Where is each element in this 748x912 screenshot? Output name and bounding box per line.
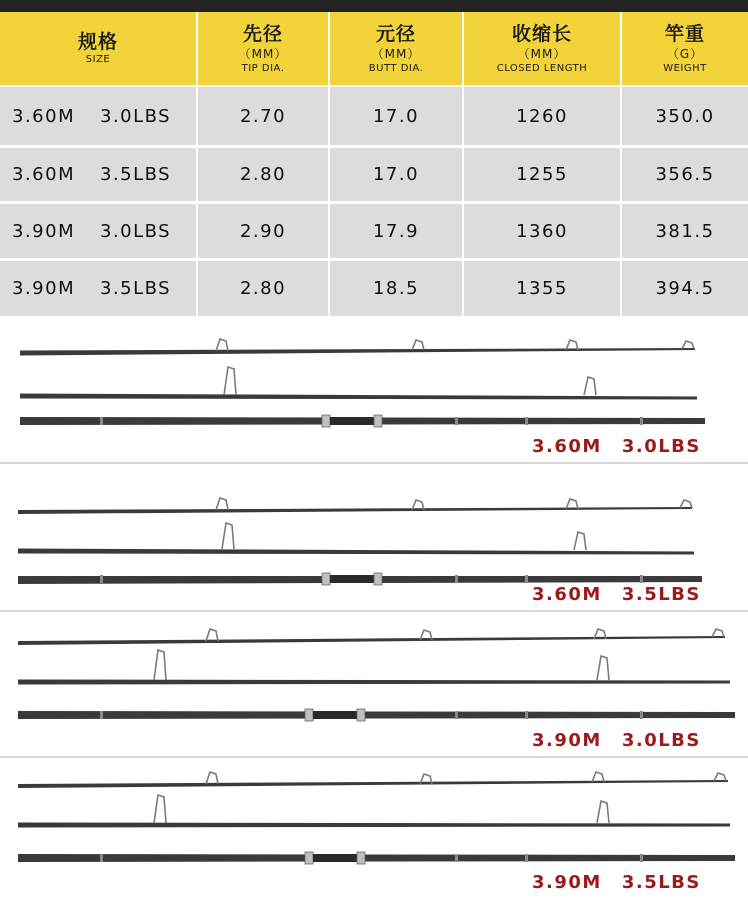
header-closed-en: CLOSED LENGTH [496, 62, 588, 74]
rod-guide-icon [216, 339, 228, 351]
ferrule-mark [640, 711, 643, 719]
closed-length-cell: 1360 [464, 204, 620, 258]
rod-guide-icon [206, 629, 218, 641]
header-tip-zh: 先径 [242, 22, 283, 45]
rod-section [18, 549, 694, 555]
table-row [0, 148, 748, 201]
ferrule-mark [100, 575, 103, 583]
rod-section [18, 507, 692, 514]
ferrule-mark [100, 854, 103, 862]
rod-guide-icon [206, 772, 218, 784]
rod-section [20, 348, 695, 356]
header-tip-en: TIP DIA. [241, 62, 285, 74]
header-weight-en: WEIGHT [663, 62, 707, 74]
header-butt-unit: （MM） [371, 46, 421, 61]
reel-seat [330, 417, 374, 425]
tip-dia-cell: 2.90 [198, 204, 328, 258]
rod-section [18, 854, 735, 862]
rod-guide-icon [412, 340, 424, 350]
header-weight-unit: （G） [666, 46, 704, 61]
weight-cell: 394.5 [622, 261, 748, 316]
size-length: 3.90M [12, 220, 76, 242]
ferrule-mark [525, 417, 528, 425]
rod-spec-label [532, 872, 701, 893]
spec-table [0, 12, 748, 316]
closed-length-cell: 1255 [464, 148, 620, 201]
rod-section [18, 680, 730, 685]
table-header-row [0, 12, 748, 85]
reel-seat-ring [374, 573, 382, 585]
header-butt-dia [330, 12, 462, 85]
table-row [0, 261, 748, 316]
ferrule-mark [455, 417, 458, 425]
tip-dia-cell: 2.80 [198, 261, 328, 316]
ferrule-mark [525, 711, 528, 719]
weight-cell: 350.0 [622, 87, 748, 145]
ferrule-mark [100, 417, 103, 425]
size-lbs: 3.0LBS [100, 105, 172, 127]
tip-dia-cell: 2.70 [198, 87, 328, 145]
size-length: 3.60M [12, 164, 76, 185]
reel-seat [313, 711, 357, 719]
header-butt-en: BUTT DIA. [368, 62, 424, 74]
rod-spec-label [532, 584, 701, 605]
size-lbs: 3.0LBS [100, 220, 172, 242]
reel-seat-ring [357, 709, 365, 721]
rod-length-label: 3.60M [532, 584, 602, 605]
reel-seat-ring [374, 415, 382, 427]
rod-guide-icon [566, 499, 578, 509]
header-size-en: SIZE [85, 54, 111, 65]
ferrule-mark [640, 575, 643, 583]
header-weight-zh: 竿重 [664, 22, 705, 45]
rod-guide-icon [222, 523, 234, 549]
rod-section [18, 711, 735, 719]
rod-lbs-label: 3.0LBS [621, 436, 701, 457]
header-closed-unit: （MM） [517, 46, 567, 61]
ferrule-mark [640, 417, 643, 425]
rod-spec-label [532, 436, 701, 457]
rod-panel [0, 758, 748, 912]
ferrule-mark [525, 575, 528, 583]
reel-seat-ring [305, 709, 313, 721]
rod-guide-icon [584, 377, 596, 395]
header-tip-dia [198, 12, 328, 85]
reel-seat-ring [322, 415, 330, 427]
rod-guide-icon [216, 498, 228, 510]
rod-guide-icon [224, 367, 236, 395]
table-row [0, 204, 748, 258]
reel-seat-ring [305, 852, 313, 864]
rod-guide-icon [680, 500, 692, 508]
reel-seat-ring [322, 573, 330, 585]
header-weight [622, 12, 748, 85]
weight-cell: 381.5 [622, 204, 748, 258]
size-cell [0, 261, 196, 316]
rod-guide-icon [714, 773, 726, 781]
rod-section [18, 636, 725, 645]
closed-length-cell: 1260 [464, 87, 620, 145]
rod-guide-icon [154, 795, 166, 823]
header-tip-unit: （MM） [238, 46, 288, 61]
rod-guide-icon [597, 801, 609, 823]
rod-length-label: 3.60M [532, 436, 602, 457]
rod-guide-icon [682, 341, 694, 349]
size-cell [0, 87, 196, 145]
butt-dia-cell: 18.5 [330, 261, 462, 316]
reel-seat [330, 575, 374, 583]
rod-spec-label [532, 730, 701, 751]
header-size-zh: 规格 [77, 31, 118, 53]
butt-dia-cell: 17.0 [330, 148, 462, 201]
ferrule-mark [455, 854, 458, 862]
top-dark-bar [0, 0, 748, 12]
size-length: 3.90M [12, 278, 76, 299]
rod-lbs-label: 3.5LBS [621, 584, 701, 605]
header-butt-zh: 元径 [375, 22, 416, 45]
rod-lbs-label: 3.5LBS [621, 872, 701, 893]
reel-seat-ring [357, 852, 365, 864]
rod-guide-icon [592, 772, 604, 782]
table-row [0, 87, 748, 145]
ferrule-mark [525, 854, 528, 862]
size-lbs: 3.5LBS [100, 164, 172, 185]
rod-panel [0, 316, 748, 462]
size-length: 3.60M [12, 105, 76, 127]
ferrule-mark [455, 711, 458, 719]
header-size [0, 12, 196, 85]
rod-length-label: 3.90M [532, 872, 602, 893]
size-cell [0, 204, 196, 258]
ferrule-mark [455, 575, 458, 583]
header-closed-length [464, 12, 620, 85]
size-cell [0, 148, 196, 201]
rod-guide-icon [574, 532, 586, 550]
rod-panel [0, 612, 748, 756]
rod-guide-icon [712, 629, 724, 637]
butt-dia-cell: 17.0 [330, 87, 462, 145]
rod-section [18, 823, 730, 828]
rod-guide-icon [154, 650, 166, 680]
rod-lbs-label: 3.0LBS [621, 730, 701, 751]
butt-dia-cell: 17.9 [330, 204, 462, 258]
ferrule-mark [100, 711, 103, 719]
weight-cell: 356.5 [622, 148, 748, 201]
rod-guide-icon [597, 656, 609, 680]
header-closed-zh: 收缩长 [511, 22, 572, 45]
closed-length-cell: 1355 [464, 261, 620, 316]
reel-seat [313, 854, 357, 862]
rod-section [18, 780, 728, 788]
size-lbs: 3.5LBS [100, 278, 172, 299]
rod-length-label: 3.90M [532, 730, 602, 751]
rod-panel [0, 464, 748, 610]
ferrule-mark [640, 854, 643, 862]
tip-dia-cell: 2.80 [198, 148, 328, 201]
